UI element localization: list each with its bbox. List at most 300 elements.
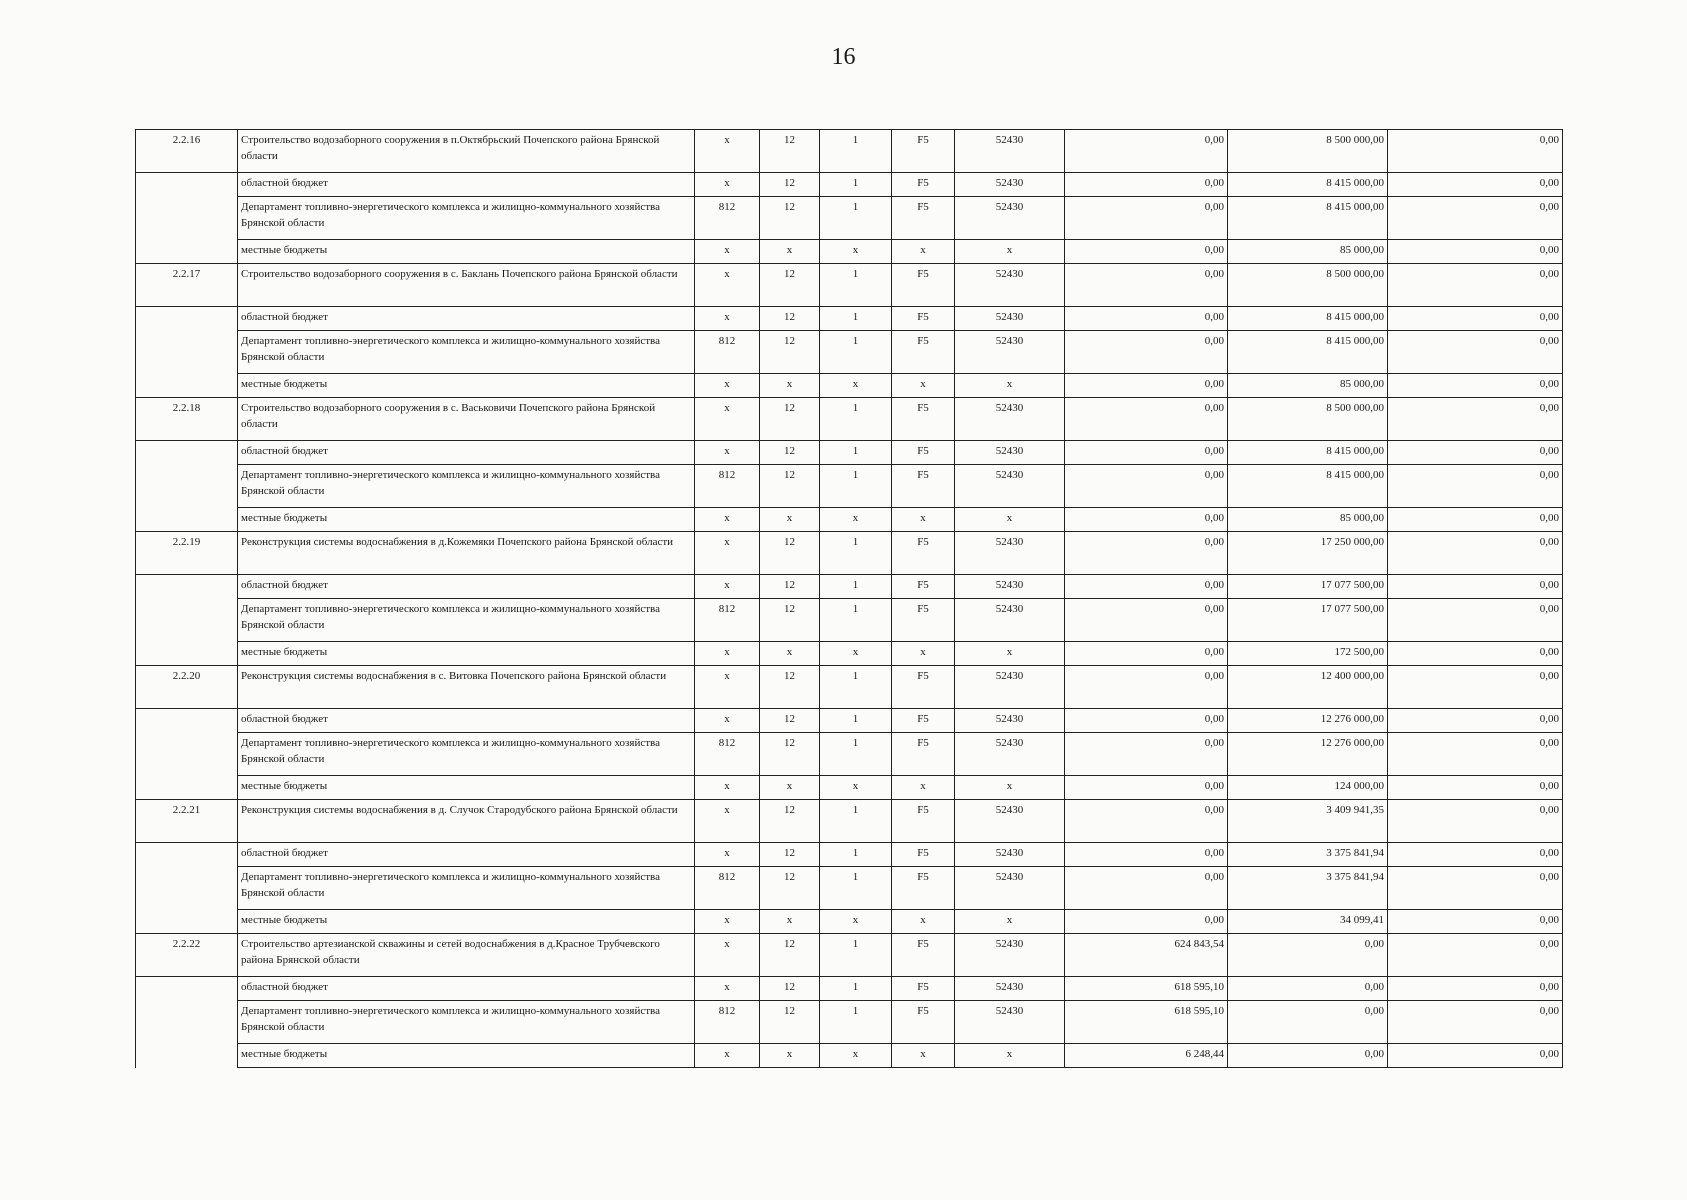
section-code-cell: 12 bbox=[760, 532, 820, 575]
project-code-cell: F5 bbox=[892, 666, 955, 709]
project-code-cell: F5 bbox=[892, 977, 955, 1001]
expense-code-cell: 52430 bbox=[955, 733, 1065, 776]
project-code-cell: х bbox=[892, 642, 955, 666]
expense-code-cell: х bbox=[955, 776, 1065, 800]
project-code-cell: F5 bbox=[892, 733, 955, 776]
amount-year-1-cell: 0,00 bbox=[1065, 307, 1228, 331]
row-name-cell: Департамент топливно-энергетического комплекса и жилищно-коммунального хозяйства Брянской области bbox=[238, 733, 695, 776]
table-row bbox=[136, 934, 1563, 977]
amount-year-2-cell: 8 500 000,00 bbox=[1228, 264, 1388, 307]
admin-code-cell: х bbox=[695, 398, 760, 441]
expense-code-cell: 52430 bbox=[955, 599, 1065, 642]
section-code-cell: 12 bbox=[760, 867, 820, 910]
admin-code-cell: х bbox=[695, 934, 760, 977]
subsection-code-cell: 1 bbox=[820, 532, 892, 575]
project-code-cell: F5 bbox=[892, 173, 955, 197]
amount-year-1-cell: 0,00 bbox=[1065, 910, 1228, 934]
admin-code-cell: х bbox=[695, 173, 760, 197]
expense-code-cell: 52430 bbox=[955, 465, 1065, 508]
subsection-code-cell: 1 bbox=[820, 599, 892, 642]
amount-year-1-cell: 0,00 bbox=[1065, 599, 1228, 642]
table-row bbox=[136, 130, 1563, 173]
row-name-cell: Реконструкция системы водоснабжения в д.Кожемяки Почепского района Брянской области bbox=[238, 532, 695, 575]
section-code-cell: 12 bbox=[760, 599, 820, 642]
section-code-cell: х bbox=[760, 374, 820, 398]
amount-year-1-cell: 0,00 bbox=[1065, 264, 1228, 307]
subsection-code-cell: 1 bbox=[820, 800, 892, 843]
row-number-cell bbox=[136, 441, 238, 465]
amount-year-1-cell: 0,00 bbox=[1065, 441, 1228, 465]
admin-code-cell: х bbox=[695, 374, 760, 398]
amount-year-1-cell: 0,00 bbox=[1065, 465, 1228, 508]
subsection-code-cell: 1 bbox=[820, 709, 892, 733]
expense-code-cell: х bbox=[955, 374, 1065, 398]
project-code-cell: F5 bbox=[892, 197, 955, 240]
amount-year-2-cell: 0,00 bbox=[1228, 934, 1388, 977]
row-number-cell bbox=[136, 733, 238, 776]
expense-code-cell: 52430 bbox=[955, 264, 1065, 307]
section-code-cell: х bbox=[760, 642, 820, 666]
section-code-cell: 12 bbox=[760, 977, 820, 1001]
expense-code-cell: 52430 bbox=[955, 800, 1065, 843]
table-row bbox=[136, 240, 1563, 264]
row-number-cell bbox=[136, 776, 238, 800]
row-number-cell bbox=[136, 197, 238, 240]
subsection-code-cell: 1 bbox=[820, 173, 892, 197]
amount-year-3-cell: 0,00 bbox=[1388, 197, 1563, 240]
table-row bbox=[136, 800, 1563, 843]
expense-code-cell: х bbox=[955, 240, 1065, 264]
amount-year-1-cell: 0,00 bbox=[1065, 197, 1228, 240]
row-number-cell: 2.2.19 bbox=[136, 532, 238, 575]
section-code-cell: 12 bbox=[760, 666, 820, 709]
expense-code-cell: 52430 bbox=[955, 1001, 1065, 1044]
section-code-cell: 12 bbox=[760, 130, 820, 173]
amount-year-2-cell: 0,00 bbox=[1228, 1044, 1388, 1068]
admin-code-cell: 812 bbox=[695, 465, 760, 508]
project-code-cell: F5 bbox=[892, 934, 955, 977]
row-name-cell: Департамент топливно-энергетического комплекса и жилищно-коммунального хозяйства Брянской области bbox=[238, 331, 695, 374]
admin-code-cell: х bbox=[695, 508, 760, 532]
amount-year-3-cell: 0,00 bbox=[1388, 130, 1563, 173]
row-name-cell: местные бюджеты bbox=[238, 508, 695, 532]
row-number-cell: 2.2.16 bbox=[136, 130, 238, 173]
admin-code-cell: х bbox=[695, 575, 760, 599]
amount-year-3-cell: 0,00 bbox=[1388, 977, 1563, 1001]
subsection-code-cell: 1 bbox=[820, 264, 892, 307]
row-number-cell bbox=[136, 307, 238, 331]
row-name-cell: Строительство водозаборного сооружения в с. Васьковичи Почепского района Брянской области bbox=[238, 398, 695, 441]
subsection-code-cell: х bbox=[820, 642, 892, 666]
expense-code-cell: 52430 bbox=[955, 867, 1065, 910]
amount-year-3-cell: 0,00 bbox=[1388, 776, 1563, 800]
amount-year-1-cell: 0,00 bbox=[1065, 867, 1228, 910]
expense-code-cell: 52430 bbox=[955, 307, 1065, 331]
admin-code-cell: х bbox=[695, 910, 760, 934]
amount-year-1-cell: 0,00 bbox=[1065, 575, 1228, 599]
table-body bbox=[136, 130, 1563, 1068]
amount-year-3-cell: 0,00 bbox=[1388, 800, 1563, 843]
subsection-code-cell: 1 bbox=[820, 465, 892, 508]
row-name-cell: областной бюджет bbox=[238, 173, 695, 197]
table-row bbox=[136, 508, 1563, 532]
project-code-cell: х bbox=[892, 910, 955, 934]
amount-year-2-cell: 172 500,00 bbox=[1228, 642, 1388, 666]
table-row bbox=[136, 374, 1563, 398]
project-code-cell: F5 bbox=[892, 867, 955, 910]
row-name-cell: Реконструкция системы водоснабжения в д. Случок Стародубского района Брянской области bbox=[238, 800, 695, 843]
row-number-cell: 2.2.17 bbox=[136, 264, 238, 307]
project-code-cell: F5 bbox=[892, 709, 955, 733]
amount-year-2-cell: 85 000,00 bbox=[1228, 240, 1388, 264]
amount-year-3-cell: 0,00 bbox=[1388, 508, 1563, 532]
table-row bbox=[136, 575, 1563, 599]
project-code-cell: х bbox=[892, 240, 955, 264]
expense-code-cell: 52430 bbox=[955, 666, 1065, 709]
subsection-code-cell: 1 bbox=[820, 977, 892, 1001]
amount-year-3-cell: 0,00 bbox=[1388, 910, 1563, 934]
amount-year-2-cell: 8 500 000,00 bbox=[1228, 130, 1388, 173]
amount-year-2-cell: 17 077 500,00 bbox=[1228, 599, 1388, 642]
subsection-code-cell: х bbox=[820, 910, 892, 934]
row-number-cell bbox=[136, 1044, 238, 1068]
subsection-code-cell: 1 bbox=[820, 666, 892, 709]
section-code-cell: 12 bbox=[760, 331, 820, 374]
admin-code-cell: х bbox=[695, 642, 760, 666]
amount-year-2-cell: 8 415 000,00 bbox=[1228, 197, 1388, 240]
admin-code-cell: х bbox=[695, 441, 760, 465]
amount-year-3-cell: 0,00 bbox=[1388, 1001, 1563, 1044]
amount-year-2-cell: 3 409 941,35 bbox=[1228, 800, 1388, 843]
subsection-code-cell: 1 bbox=[820, 575, 892, 599]
amount-year-2-cell: 8 500 000,00 bbox=[1228, 398, 1388, 441]
amount-year-2-cell: 8 415 000,00 bbox=[1228, 173, 1388, 197]
amount-year-3-cell: 0,00 bbox=[1388, 709, 1563, 733]
row-name-cell: местные бюджеты bbox=[238, 642, 695, 666]
amount-year-1-cell: 618 595,10 bbox=[1065, 977, 1228, 1001]
amount-year-1-cell: 0,00 bbox=[1065, 776, 1228, 800]
amount-year-2-cell: 8 415 000,00 bbox=[1228, 307, 1388, 331]
section-code-cell: 12 bbox=[760, 1001, 820, 1044]
expense-code-cell: х bbox=[955, 1044, 1065, 1068]
expense-code-cell: х bbox=[955, 910, 1065, 934]
section-code-cell: 12 bbox=[760, 465, 820, 508]
row-number-cell bbox=[136, 575, 238, 599]
amount-year-2-cell: 17 077 500,00 bbox=[1228, 575, 1388, 599]
amount-year-2-cell: 17 250 000,00 bbox=[1228, 532, 1388, 575]
admin-code-cell: х bbox=[695, 532, 760, 575]
table-row bbox=[136, 733, 1563, 776]
expense-code-cell: 52430 bbox=[955, 130, 1065, 173]
amount-year-3-cell: 0,00 bbox=[1388, 398, 1563, 441]
section-code-cell: 12 bbox=[760, 800, 820, 843]
amount-year-1-cell: 0,00 bbox=[1065, 642, 1228, 666]
row-number-cell bbox=[136, 642, 238, 666]
subsection-code-cell: х bbox=[820, 508, 892, 532]
amount-year-2-cell: 8 415 000,00 bbox=[1228, 331, 1388, 374]
amount-year-1-cell: 0,00 bbox=[1065, 800, 1228, 843]
project-code-cell: F5 bbox=[892, 1001, 955, 1044]
amount-year-2-cell: 8 415 000,00 bbox=[1228, 465, 1388, 508]
amount-year-1-cell: 0,00 bbox=[1065, 240, 1228, 264]
row-number-cell bbox=[136, 465, 238, 508]
amount-year-3-cell: 0,00 bbox=[1388, 173, 1563, 197]
table-row bbox=[136, 465, 1563, 508]
admin-code-cell: х bbox=[695, 130, 760, 173]
amount-year-2-cell: 3 375 841,94 bbox=[1228, 843, 1388, 867]
row-name-cell: местные бюджеты bbox=[238, 910, 695, 934]
row-name-cell: Департамент топливно-энергетического комплекса и жилищно-коммунального хозяйства Брянской области bbox=[238, 599, 695, 642]
table-row bbox=[136, 264, 1563, 307]
section-code-cell: х bbox=[760, 910, 820, 934]
expense-code-cell: 52430 bbox=[955, 197, 1065, 240]
table-row bbox=[136, 398, 1563, 441]
expense-code-cell: 52430 bbox=[955, 173, 1065, 197]
project-code-cell: F5 bbox=[892, 465, 955, 508]
row-number-cell bbox=[136, 374, 238, 398]
project-code-cell: F5 bbox=[892, 843, 955, 867]
subsection-code-cell: 1 bbox=[820, 934, 892, 977]
section-code-cell: 12 bbox=[760, 307, 820, 331]
admin-code-cell: х bbox=[695, 240, 760, 264]
amount-year-2-cell: 124 000,00 bbox=[1228, 776, 1388, 800]
admin-code-cell: 812 bbox=[695, 599, 760, 642]
project-code-cell: F5 bbox=[892, 800, 955, 843]
subsection-code-cell: 1 bbox=[820, 441, 892, 465]
amount-year-2-cell: 12 276 000,00 bbox=[1228, 733, 1388, 776]
amount-year-3-cell: 0,00 bbox=[1388, 465, 1563, 508]
admin-code-cell: х bbox=[695, 1044, 760, 1068]
expense-code-cell: х bbox=[955, 508, 1065, 532]
project-code-cell: F5 bbox=[892, 599, 955, 642]
amount-year-1-cell: 0,00 bbox=[1065, 173, 1228, 197]
amount-year-2-cell: 8 415 000,00 bbox=[1228, 441, 1388, 465]
row-number-cell: 2.2.22 bbox=[136, 934, 238, 977]
row-number-cell bbox=[136, 1001, 238, 1044]
expense-code-cell: 52430 bbox=[955, 575, 1065, 599]
table-row bbox=[136, 910, 1563, 934]
admin-code-cell: 812 bbox=[695, 1001, 760, 1044]
amount-year-1-cell: 0,00 bbox=[1065, 331, 1228, 374]
expense-code-cell: 52430 bbox=[955, 441, 1065, 465]
project-code-cell: F5 bbox=[892, 575, 955, 599]
amount-year-1-cell: 0,00 bbox=[1065, 709, 1228, 733]
amount-year-2-cell: 0,00 bbox=[1228, 977, 1388, 1001]
table-row bbox=[136, 666, 1563, 709]
row-name-cell: областной бюджет bbox=[238, 575, 695, 599]
expense-code-cell: 52430 bbox=[955, 977, 1065, 1001]
row-name-cell: областной бюджет bbox=[238, 843, 695, 867]
table-row bbox=[136, 599, 1563, 642]
budget-table bbox=[135, 129, 1563, 1068]
amount-year-3-cell: 0,00 bbox=[1388, 441, 1563, 465]
amount-year-2-cell: 12 276 000,00 bbox=[1228, 709, 1388, 733]
expense-code-cell: 52430 bbox=[955, 331, 1065, 374]
table-row bbox=[136, 307, 1563, 331]
table-row bbox=[136, 173, 1563, 197]
expense-code-cell: 52430 bbox=[955, 843, 1065, 867]
table-row bbox=[136, 642, 1563, 666]
project-code-cell: F5 bbox=[892, 532, 955, 575]
row-name-cell: местные бюджеты bbox=[238, 1044, 695, 1068]
project-code-cell: х bbox=[892, 776, 955, 800]
table-row bbox=[136, 1044, 1563, 1068]
admin-code-cell: 812 bbox=[695, 867, 760, 910]
row-number-cell bbox=[136, 910, 238, 934]
table-row bbox=[136, 532, 1563, 575]
expense-code-cell: 52430 bbox=[955, 709, 1065, 733]
admin-code-cell: 812 bbox=[695, 197, 760, 240]
section-code-cell: 12 bbox=[760, 843, 820, 867]
row-name-cell: Строительство водозаборного сооружения в с. Баклань Почепского района Брянской области bbox=[238, 264, 695, 307]
project-code-cell: х bbox=[892, 374, 955, 398]
table-row bbox=[136, 197, 1563, 240]
subsection-code-cell: 1 bbox=[820, 733, 892, 776]
amount-year-1-cell: 0,00 bbox=[1065, 532, 1228, 575]
amount-year-1-cell: 618 595,10 bbox=[1065, 1001, 1228, 1044]
row-number-cell bbox=[136, 508, 238, 532]
project-code-cell: х bbox=[892, 508, 955, 532]
subsection-code-cell: 1 bbox=[820, 867, 892, 910]
section-code-cell: 12 bbox=[760, 934, 820, 977]
admin-code-cell: х bbox=[695, 264, 760, 307]
row-number-cell bbox=[136, 709, 238, 733]
row-name-cell: Департамент топливно-энергетического комплекса и жилищно-коммунального хозяйства Брянской области bbox=[238, 465, 695, 508]
amount-year-1-cell: 0,00 bbox=[1065, 843, 1228, 867]
subsection-code-cell: х bbox=[820, 240, 892, 264]
table-row bbox=[136, 441, 1563, 465]
expense-code-cell: х bbox=[955, 642, 1065, 666]
subsection-code-cell: х bbox=[820, 1044, 892, 1068]
section-code-cell: 12 bbox=[760, 441, 820, 465]
row-name-cell: областной бюджет bbox=[238, 307, 695, 331]
admin-code-cell: х bbox=[695, 800, 760, 843]
amount-year-1-cell: 0,00 bbox=[1065, 130, 1228, 173]
amount-year-3-cell: 0,00 bbox=[1388, 1044, 1563, 1068]
admin-code-cell: 812 bbox=[695, 733, 760, 776]
amount-year-1-cell: 6 248,44 bbox=[1065, 1044, 1228, 1068]
row-number-cell bbox=[136, 843, 238, 867]
row-name-cell: областной бюджет bbox=[238, 709, 695, 733]
row-number-cell bbox=[136, 867, 238, 910]
row-name-cell: местные бюджеты bbox=[238, 374, 695, 398]
expense-code-cell: 52430 bbox=[955, 934, 1065, 977]
table-row bbox=[136, 867, 1563, 910]
subsection-code-cell: 1 bbox=[820, 1001, 892, 1044]
subsection-code-cell: 1 bbox=[820, 197, 892, 240]
admin-code-cell: 812 bbox=[695, 331, 760, 374]
table-row bbox=[136, 776, 1563, 800]
project-code-cell: F5 bbox=[892, 441, 955, 465]
section-code-cell: 12 bbox=[760, 575, 820, 599]
admin-code-cell: х bbox=[695, 843, 760, 867]
section-code-cell: 12 bbox=[760, 398, 820, 441]
admin-code-cell: х bbox=[695, 977, 760, 1001]
row-name-cell: областной бюджет bbox=[238, 977, 695, 1001]
section-code-cell: 12 bbox=[760, 264, 820, 307]
table-row bbox=[136, 843, 1563, 867]
row-name-cell: Строительство артезианской скважины и сетей водоснабжения в д.Красное Трубчевского района Брянской области bbox=[238, 934, 695, 977]
amount-year-1-cell: 0,00 bbox=[1065, 508, 1228, 532]
amount-year-2-cell: 3 375 841,94 bbox=[1228, 867, 1388, 910]
page-number: 16 bbox=[831, 44, 856, 70]
row-name-cell: Департамент топливно-энергетического комплекса и жилищно-коммунального хозяйства Брянской области bbox=[238, 197, 695, 240]
subsection-code-cell: 1 bbox=[820, 843, 892, 867]
amount-year-3-cell: 0,00 bbox=[1388, 532, 1563, 575]
section-code-cell: х bbox=[760, 240, 820, 264]
amount-year-1-cell: 0,00 bbox=[1065, 398, 1228, 441]
amount-year-1-cell: 0,00 bbox=[1065, 374, 1228, 398]
subsection-code-cell: 1 bbox=[820, 331, 892, 374]
amount-year-3-cell: 0,00 bbox=[1388, 843, 1563, 867]
amount-year-2-cell: 85 000,00 bbox=[1228, 374, 1388, 398]
row-number-cell bbox=[136, 331, 238, 374]
row-name-cell: Департамент топливно-энергетического комплекса и жилищно-коммунального хозяйства Брянской области bbox=[238, 867, 695, 910]
section-code-cell: х bbox=[760, 1044, 820, 1068]
section-code-cell: х bbox=[760, 776, 820, 800]
row-number-cell: 2.2.21 bbox=[136, 800, 238, 843]
row-name-cell: областной бюджет bbox=[238, 441, 695, 465]
project-code-cell: F5 bbox=[892, 331, 955, 374]
row-name-cell: Реконструкция системы водоснабжения в с. Витовка Почепского района Брянской области bbox=[238, 666, 695, 709]
row-name-cell: Департамент топливно-энергетического комплекса и жилищно-коммунального хозяйства Брянской области bbox=[238, 1001, 695, 1044]
row-name-cell: Строительство водозаборного сооружения в п.Октябрьский Почепского района Брянской области bbox=[238, 130, 695, 173]
amount-year-3-cell: 0,00 bbox=[1388, 642, 1563, 666]
subsection-code-cell: х bbox=[820, 374, 892, 398]
section-code-cell: х bbox=[760, 508, 820, 532]
expense-code-cell: 52430 bbox=[955, 532, 1065, 575]
section-code-cell: 12 bbox=[760, 733, 820, 776]
amount-year-2-cell: 0,00 bbox=[1228, 1001, 1388, 1044]
amount-year-3-cell: 0,00 bbox=[1388, 374, 1563, 398]
project-code-cell: F5 bbox=[892, 307, 955, 331]
project-code-cell: F5 bbox=[892, 398, 955, 441]
admin-code-cell: х bbox=[695, 776, 760, 800]
amount-year-3-cell: 0,00 bbox=[1388, 867, 1563, 910]
table-row bbox=[136, 1001, 1563, 1044]
table-row bbox=[136, 977, 1563, 1001]
expense-code-cell: 52430 bbox=[955, 398, 1065, 441]
amount-year-3-cell: 0,00 bbox=[1388, 666, 1563, 709]
project-code-cell: х bbox=[892, 1044, 955, 1068]
admin-code-cell: х bbox=[695, 666, 760, 709]
row-name-cell: местные бюджеты bbox=[238, 776, 695, 800]
amount-year-3-cell: 0,00 bbox=[1388, 240, 1563, 264]
amount-year-2-cell: 85 000,00 bbox=[1228, 508, 1388, 532]
row-number-cell: 2.2.20 bbox=[136, 666, 238, 709]
amount-year-3-cell: 0,00 bbox=[1388, 934, 1563, 977]
section-code-cell: 12 bbox=[760, 173, 820, 197]
admin-code-cell: х bbox=[695, 307, 760, 331]
amount-year-1-cell: 624 843,54 bbox=[1065, 934, 1228, 977]
amount-year-3-cell: 0,00 bbox=[1388, 331, 1563, 374]
amount-year-3-cell: 0,00 bbox=[1388, 733, 1563, 776]
amount-year-2-cell: 34 099,41 bbox=[1228, 910, 1388, 934]
row-number-cell bbox=[136, 173, 238, 197]
subsection-code-cell: 1 bbox=[820, 398, 892, 441]
amount-year-1-cell: 0,00 bbox=[1065, 733, 1228, 776]
amount-year-3-cell: 0,00 bbox=[1388, 599, 1563, 642]
section-code-cell: 12 bbox=[760, 197, 820, 240]
amount-year-3-cell: 0,00 bbox=[1388, 264, 1563, 307]
row-number-cell: 2.2.18 bbox=[136, 398, 238, 441]
row-number-cell bbox=[136, 977, 238, 1001]
amount-year-3-cell: 0,00 bbox=[1388, 307, 1563, 331]
amount-year-2-cell: 12 400 000,00 bbox=[1228, 666, 1388, 709]
subsection-code-cell: х bbox=[820, 776, 892, 800]
subsection-code-cell: 1 bbox=[820, 130, 892, 173]
project-code-cell: F5 bbox=[892, 130, 955, 173]
